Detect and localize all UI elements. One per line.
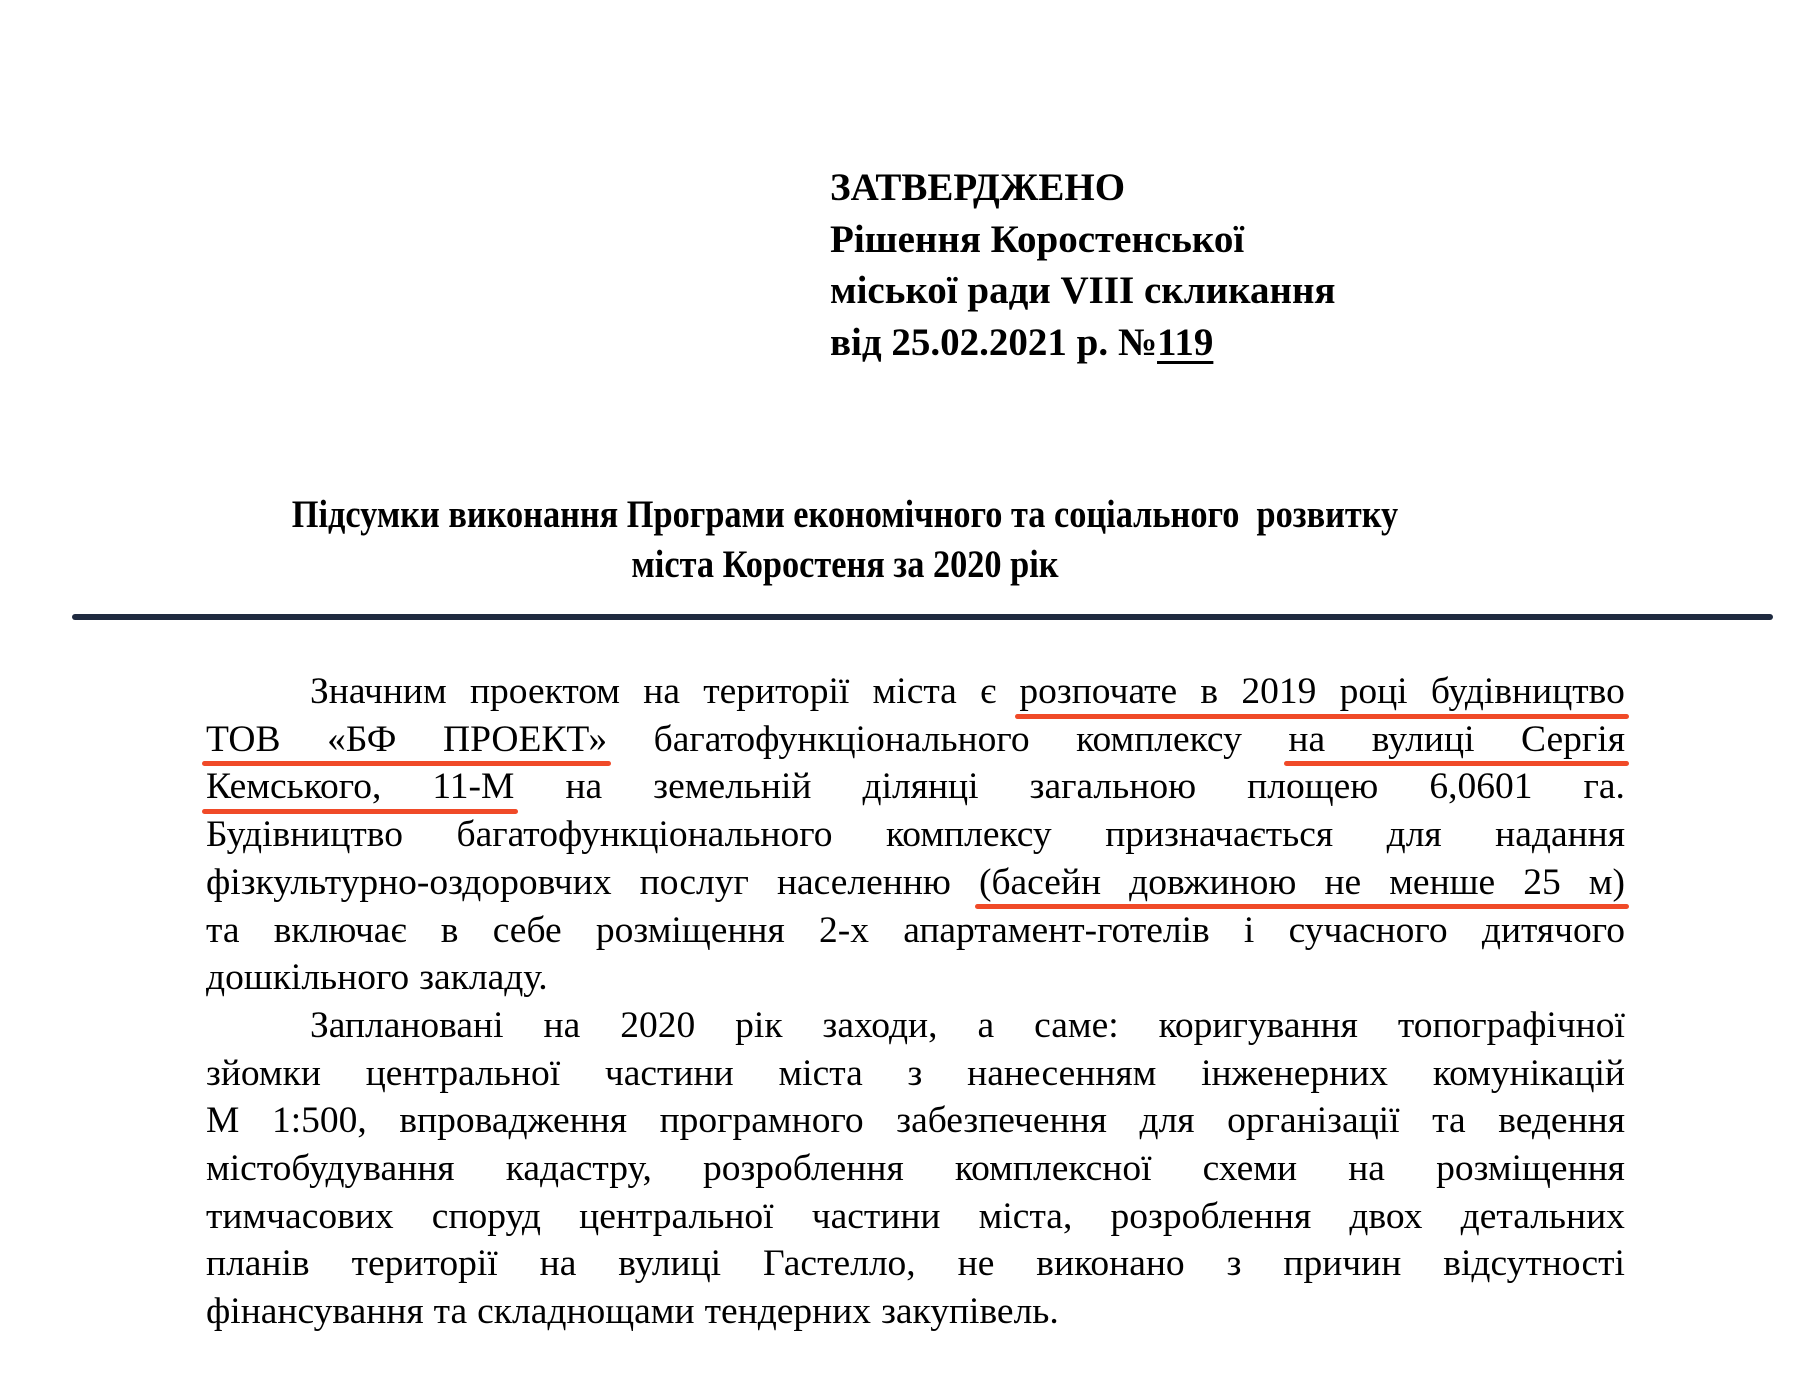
highlighted-word: 2019	[1241, 668, 1316, 716]
body-word: саме:	[1034, 1004, 1119, 1046]
body-word: комплексу	[885, 814, 1052, 856]
body-word: Будівництво	[206, 814, 403, 856]
body-word: 2020	[620, 1004, 696, 1046]
body-word: загальною	[1029, 766, 1197, 808]
body-word: планів	[206, 1243, 310, 1285]
body-word: схеми	[1202, 1148, 1298, 1189]
body-word: фізкультурно-оздоровчих	[206, 861, 612, 903]
body-word: 6,0601	[1429, 766, 1533, 808]
highlighted-word: ПРОЕКТ»	[443, 716, 607, 764]
body-word: себе	[492, 909, 562, 951]
body-word: з	[1226, 1243, 1242, 1285]
highlighted-word: році	[1340, 668, 1408, 716]
body-word: вулиці	[618, 1243, 722, 1285]
body-word: території	[351, 1243, 498, 1285]
body-line	[206, 859, 1625, 907]
document-title	[0, 490, 1690, 590]
body-word: коригування	[1158, 1004, 1358, 1046]
body-word: детальних	[1460, 1195, 1625, 1237]
body-word: га.	[1583, 766, 1625, 808]
body-word: центральної	[365, 1052, 561, 1094]
body-word: для	[1386, 814, 1442, 856]
body-word: комплексної	[954, 1148, 1152, 1189]
body-line	[206, 1002, 1625, 1050]
body-word: та	[206, 909, 240, 951]
highlighted-word: «БФ	[327, 716, 396, 764]
body-word: розроблення	[702, 1148, 904, 1189]
body-word: в	[440, 909, 459, 951]
body-word: виконано	[1036, 1243, 1185, 1285]
body-word: надання	[1495, 814, 1625, 856]
body-word: на	[543, 1004, 581, 1046]
body-word: багатофункціонального	[653, 718, 1030, 760]
decision-number: 119	[1157, 320, 1214, 364]
body-line	[206, 1240, 1625, 1288]
body-word: фінансування	[206, 1291, 424, 1333]
highlighted-word: 25	[1523, 859, 1561, 907]
body-word: частини	[811, 1195, 941, 1237]
approval-date: від 25.02.2021 р. №	[830, 320, 1158, 364]
highlighted-word: вулиці	[1372, 716, 1475, 764]
body-line	[206, 716, 1625, 764]
body-word: призначається	[1105, 814, 1334, 856]
highlighted-word: 11-М	[432, 763, 514, 811]
body-word: міста	[778, 1052, 863, 1094]
highlighted-word: менше	[1389, 859, 1495, 907]
body-word: є	[980, 671, 997, 712]
body-word: 1:500,	[271, 1100, 367, 1142]
body-word: Гастелло,	[763, 1243, 916, 1285]
body-word: 2-х	[818, 909, 869, 951]
highlighted-word: Кемського,	[206, 763, 381, 811]
approval-council: міської ради VIII скликання	[830, 269, 1336, 312]
body-word: М	[206, 1100, 240, 1142]
body-word: та	[1432, 1100, 1466, 1142]
body-word: зйомки	[206, 1052, 321, 1094]
body-line	[206, 763, 1625, 811]
body-word: дошкільного	[206, 957, 410, 999]
body-word: на	[565, 766, 603, 808]
body-word: земельній	[653, 766, 812, 808]
body-word: частини	[604, 1052, 734, 1094]
body-line	[206, 1097, 1625, 1145]
highlighted-word: не	[1324, 859, 1361, 907]
body-word: сучасного	[1288, 909, 1448, 951]
body-word: розроблення	[1110, 1195, 1312, 1237]
highlighted-word: (басейн	[979, 859, 1101, 907]
body-line	[206, 1288, 1625, 1336]
body-line	[206, 1050, 1625, 1098]
body-word: комплексу	[1076, 718, 1242, 760]
body-word: програмного	[659, 1100, 864, 1142]
highlighted-word: на	[1288, 716, 1325, 764]
body-word: міста,	[978, 1195, 1073, 1237]
body-word: заходи,	[822, 1004, 938, 1046]
body-word: топографічної	[1397, 1004, 1625, 1046]
body-word: тендерних	[704, 1291, 872, 1333]
body-word: складнощами	[477, 1291, 695, 1333]
body-word: кадастру,	[505, 1148, 652, 1189]
body-word: апартамент-готелів	[903, 909, 1210, 951]
title-line-1: Підсумки виконання Програми економічного та соціального розвитку	[291, 493, 1399, 536]
highlighted-word: ТОВ	[206, 716, 281, 764]
body-word: ведення	[1498, 1100, 1625, 1142]
highlighted-word: м)	[1589, 859, 1625, 907]
highlighted-word: в	[1200, 668, 1218, 716]
title-divider	[72, 614, 1773, 620]
body-word: організації	[1227, 1100, 1400, 1142]
body-word: розміщення	[1436, 1148, 1625, 1189]
body-word: споруд	[431, 1195, 541, 1237]
body-word: і	[1243, 909, 1255, 951]
body-word: впровадження	[399, 1100, 627, 1142]
body-word: населенню	[776, 861, 951, 903]
body-word: Заплановані	[310, 1004, 504, 1046]
body-word: площею	[1247, 766, 1379, 808]
body-word: закладу.	[419, 957, 548, 999]
body-line	[206, 907, 1625, 955]
body-word: на	[539, 1243, 577, 1285]
approval-date-number	[830, 317, 1336, 369]
body-word: на	[643, 671, 680, 712]
body-word: для	[1139, 1100, 1195, 1142]
body-word: ділянці	[862, 766, 979, 808]
body-word: відсутності	[1443, 1243, 1625, 1285]
body-word: нанесенням	[967, 1052, 1157, 1094]
body-word: рік	[735, 1004, 783, 1046]
body-word: а	[977, 1004, 995, 1046]
body-line	[206, 1193, 1625, 1241]
body-word: дитячого	[1481, 909, 1625, 951]
body-word: багатофункціонального	[456, 814, 833, 856]
body-line	[206, 1145, 1625, 1193]
highlighted-word: будівництво	[1431, 668, 1625, 716]
body-line	[206, 668, 1625, 716]
body-word: на	[1348, 1148, 1385, 1189]
body-line	[206, 811, 1625, 859]
approval-stamp	[830, 162, 1336, 368]
body-word: двох	[1349, 1195, 1423, 1237]
body-word: містобудування	[206, 1148, 455, 1189]
body-word: проектом	[469, 671, 621, 712]
body-line	[206, 954, 1625, 1002]
body-word: центральної	[579, 1195, 774, 1237]
body-word: не	[957, 1243, 995, 1285]
body-word: тимчасових	[206, 1195, 394, 1237]
body-word: розміщення	[595, 909, 785, 951]
body-word: з	[907, 1052, 923, 1094]
body-word: закупівель.	[881, 1291, 1059, 1333]
body-word: території	[703, 671, 850, 712]
title-line-2: міста Коростеня за 2020 рік	[631, 543, 1059, 586]
approval-decision: Рішення Коростенської	[830, 217, 1245, 261]
body-word: забезпечення	[896, 1100, 1107, 1142]
body-word: Значним	[310, 671, 447, 712]
approval-heading: ЗАТВЕРДЖЕНО	[830, 166, 1126, 209]
body-word: та	[433, 1291, 468, 1333]
body-word: міста	[872, 671, 957, 712]
highlighted-word: Сергія	[1521, 716, 1625, 764]
body-word: комунікацій	[1432, 1052, 1625, 1094]
highlighted-word: довжиною	[1129, 859, 1296, 907]
body-word: включає	[273, 909, 407, 951]
body-word: інженерних	[1201, 1052, 1389, 1094]
highlighted-word: розпочате	[1019, 668, 1177, 716]
body-word: причин	[1283, 1243, 1402, 1285]
body-word: послуг	[639, 861, 749, 903]
